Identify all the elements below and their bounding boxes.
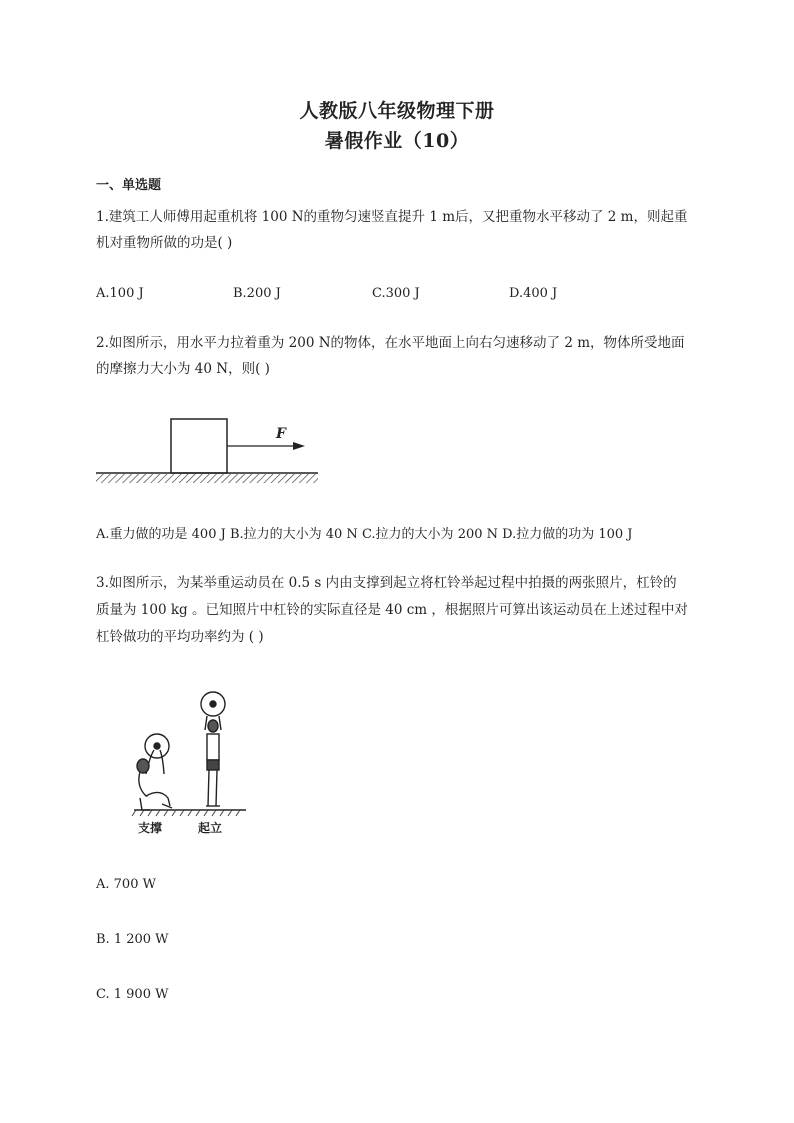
question-3-option-a: A. 700 W	[96, 877, 156, 892]
athlete-squat-illustration	[137, 734, 172, 810]
question-3-stem-line1: 3.如图所示，为某举重运动员在 0.5 s 内由支撑到起立将杠铃举起过程中拍摄的两张照片，杠铃的	[96, 575, 677, 591]
ground-hatch	[96, 474, 318, 483]
question-3-figure	[130, 686, 250, 838]
document-subtitle: 暑假作业（10）	[324, 130, 470, 152]
question-3-option-b: B. 1 200 W	[96, 932, 169, 947]
question-3-stem-line2: 质量为 100 kg 。已知照片中杠铃的实际直径是 40 cm ，根据照片可算出该运动员在上述过程中对	[96, 602, 688, 618]
force-arrow-head	[293, 442, 305, 450]
question-1-option-d: D.400 J	[509, 286, 558, 301]
question-2-figure	[94, 412, 322, 488]
question-1-option-a: A.100 J	[96, 286, 144, 301]
document-title: 人教版八年级物理下册	[299, 100, 495, 122]
question-1-option-c: C.300 J	[372, 286, 420, 301]
question-1-stem-line1: 1.建筑工人师傅用起重机将 100 N的重物匀速竖直提升 1 m后，又把重物水平移动了 2 m，则起重	[96, 209, 688, 225]
question-1-stem-line2: 机对重物所做的功是( )	[96, 235, 233, 251]
question-3-option-c: C. 1 900 W	[96, 987, 169, 1002]
question-1-option-b: B.200 J	[233, 286, 281, 301]
question-2-options: A.重力做的功是 400 J B.拉力的大小为 40 N C.拉力的大小为 200 N D.拉力做的功为 100 J	[96, 527, 633, 542]
athlete-stand-illustration	[201, 692, 225, 806]
section-heading: 一、单选题	[96, 178, 162, 193]
force-label: F	[276, 426, 286, 442]
label-support: 支撑	[138, 821, 163, 835]
block	[171, 419, 227, 473]
question-2-stem-line2: 的摩擦力大小为 40 N，则( )	[96, 361, 270, 377]
label-standing: 起立	[198, 821, 223, 835]
question-3-stem-line3: 杠铃做功的平均功率约为 ( )	[96, 629, 264, 645]
question-2-stem-line1: 2.如图所示，用水平力拉着重为 200 N的物体，在水平地面上向右匀速移动了 2 m，物体所受地面	[96, 335, 685, 351]
